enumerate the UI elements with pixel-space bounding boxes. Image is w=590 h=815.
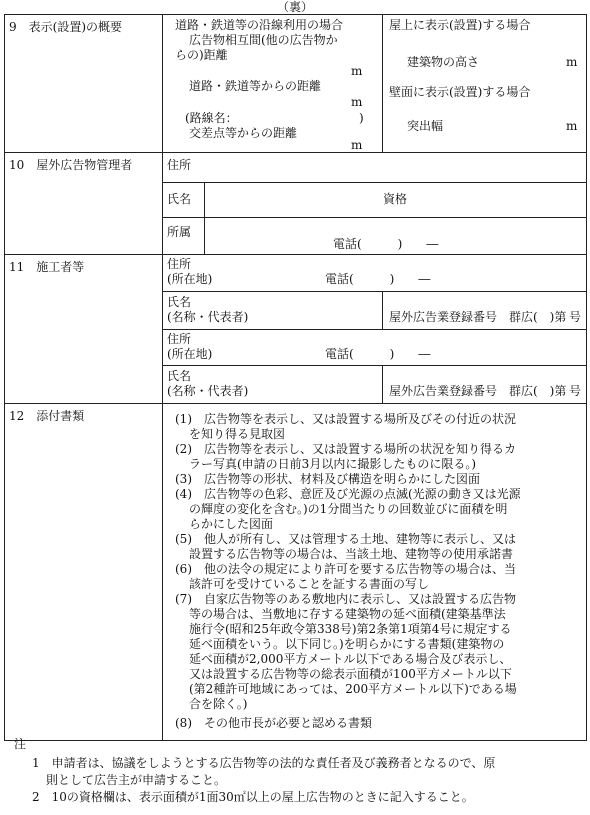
attachment-4-cont2: らかにした図面 [189,517,274,531]
attachment-3: (3) 広告物等の形状、材料及び構造を明らかにした図面 [175,472,481,486]
inter-ad-distance-unit: m [351,64,363,78]
building-height-unit: m [566,55,578,69]
road-distance-label: 道路・鉄道等からの距離 [189,79,322,93]
attachment-1: (1) 広告物等を表示し、又は設置する場所及びその付近の状況 [175,412,517,426]
manager-qualification-label: 資格 [383,192,408,206]
section10-label: 10 屋外広告物管理者 [9,158,133,172]
manager-phone: 電話( ) ― [333,237,439,251]
attachment-6-cont: 該許可を受けていることを証する書面の写し [189,577,430,591]
building-height-label: 建築物の高さ [407,55,480,69]
contractor2-address-label: 住所 [167,332,192,346]
attachment-7-cont5: 又は設置する広告物等の総表示面積が100平方メートル以下 [189,667,512,681]
attachment-7-cont1: 等の場合は、当敷地に存する建築物の延べ面積(建築基準法 [189,607,506,621]
note-1: 1 申請者は、協議をしようとする広告物等の法的な責任者及び義務者となるので、原 [32,756,496,770]
intersection-distance-unit: m [351,138,363,152]
contractor2-number-suffix: 号 [569,384,582,398]
contractor2-registration-field[interactable] [383,366,587,404]
attachment-7-cont7: 合を除く。) [189,697,248,711]
contractor1-address-sub: (所在地) [167,272,213,286]
section12-label-cell [5,404,163,741]
manager-address-label: 住所 [167,158,192,172]
wall-heading: 壁面に表示(設置)する場合 [389,85,531,99]
contractor2-registration: 屋外広告業登録番号 群広( )第 [389,384,567,398]
contractor1-number-suffix: 号 [569,310,582,324]
application-form-table [4,14,587,741]
attachment-7-cont4: 延べ面積が2,000平方メートル以下である場合及び表示し、 [189,652,512,666]
attachment-8: (8) その他市長が必要と認める書類 [175,716,372,730]
contractor1-name-sub: (名称・代表者) [167,310,249,324]
attachment-7-cont3: 延べ面積をいう。以下同じ。)を明らかにする書類(建築物の [189,637,505,651]
intersection-distance-label: 交差点等からの距離 [189,126,298,140]
manager-affiliation-field[interactable] [205,218,587,255]
section11-label-cell [5,255,163,404]
contractor1-registration: 屋外広告業登録番号 群広( )第 [389,310,567,324]
rooftop-heading: 屋上に表示(設置)する場合 [389,18,531,32]
manager-name-label: 氏名 [167,192,192,206]
notes-title: 注 [14,737,27,751]
projection-width-label: 突出幅 [407,119,444,133]
manager-name-field[interactable] [205,183,587,218]
attachment-2-cont: ラー写真(申請の日前3月以内に撮影したものに限る。) [189,457,477,471]
contractor2-name-label-cell [163,366,383,404]
contractor2-address-field[interactable] [163,330,587,366]
attachment-4-cont1: の輝度の変化を含む。)の1分間当たりの回数並びに面積を明 [189,502,508,516]
section12-label: 12 添付書類 [9,409,85,423]
road-distance-unit: m [351,95,363,109]
manager-affiliation-label-cell [163,218,205,255]
attachment-2: (2) 広告物等を表示し、又は設置する場所の状況を知り得るカ [175,442,517,456]
contractor1-address-label: 住所 [167,257,192,271]
section9-roadside-cell [163,15,383,153]
roadside-use-heading: 道路・鉄道等の沿線利用の場合 [175,18,344,32]
contractor2-address-sub: (所在地) [167,347,213,361]
manager-address-field[interactable] [205,153,587,183]
attachment-7-cont2: 施行令(昭和25年政令第338号)第2条第1項第4号に規定する [189,622,512,636]
attachment-7-cont6: (第2種許可地域にあっては、200平方メートル以下)である場 [189,682,517,696]
contractor1-address-field[interactable] [163,255,587,292]
section10-label-cell [5,153,163,255]
section9-label: 9 表示(設置)の概要 [9,20,122,34]
note-1-cont: 則として広告主が申請すること。 [46,773,227,787]
contractor2-name-sub: (名称・代表者) [167,384,249,398]
section9-label-cell [5,15,163,153]
note-2: 2 10の資格欄は、表示面積が1面30㎡以上の屋上広告物のときに記入すること。 [32,790,474,804]
notes-section [14,736,586,806]
manager-address-label-cell [163,153,205,183]
contractor1-registration-field[interactable] [383,292,587,330]
section11-label: 11 施工者等 [9,260,85,274]
manager-name-label-cell [163,183,205,218]
contractor1-name-label: 氏名 [167,295,192,309]
projection-width-unit: m [566,119,578,133]
page-header: （裏） [276,0,313,14]
attachment-5: (5) 他人が所有し、又は管理する土地、建物等に表示し、又は [175,532,517,546]
inter-ad-distance-label: 広告物相互間(他の広告物か [189,33,338,47]
contractor2-phone: 電話( ) ― [325,347,431,361]
route-name-label: (路線名： [185,111,238,125]
attachment-7: (7) 自家広告物等のある敷地内に表示し、又は設置する広告物 [175,592,517,606]
contractor1-phone: 電話( ) ― [325,272,431,286]
route-name-close: ) [359,111,364,125]
attachment-1-cont: を知り得る見取図 [189,427,286,441]
section9-rooftop-cell [383,15,587,153]
attachment-6: (6) 他の法令の規定により許可を要する広告物等の場合は、当 [175,562,517,576]
contractor1-name-label-cell [163,292,383,330]
contractor2-name-label: 氏名 [167,369,192,383]
attachment-4: (4) 広告物等の色彩、意匠及び光源の点滅(光源の動き又は光源 [175,487,521,501]
manager-affiliation-label: 所属 [167,225,192,239]
inter-ad-distance-label-cont: らの)距離 [175,48,228,62]
attachments-cell [163,404,587,741]
attachment-5-cont: 設置する広告物等の場合は、当該土地、建物等の使用承諾書 [189,547,514,561]
